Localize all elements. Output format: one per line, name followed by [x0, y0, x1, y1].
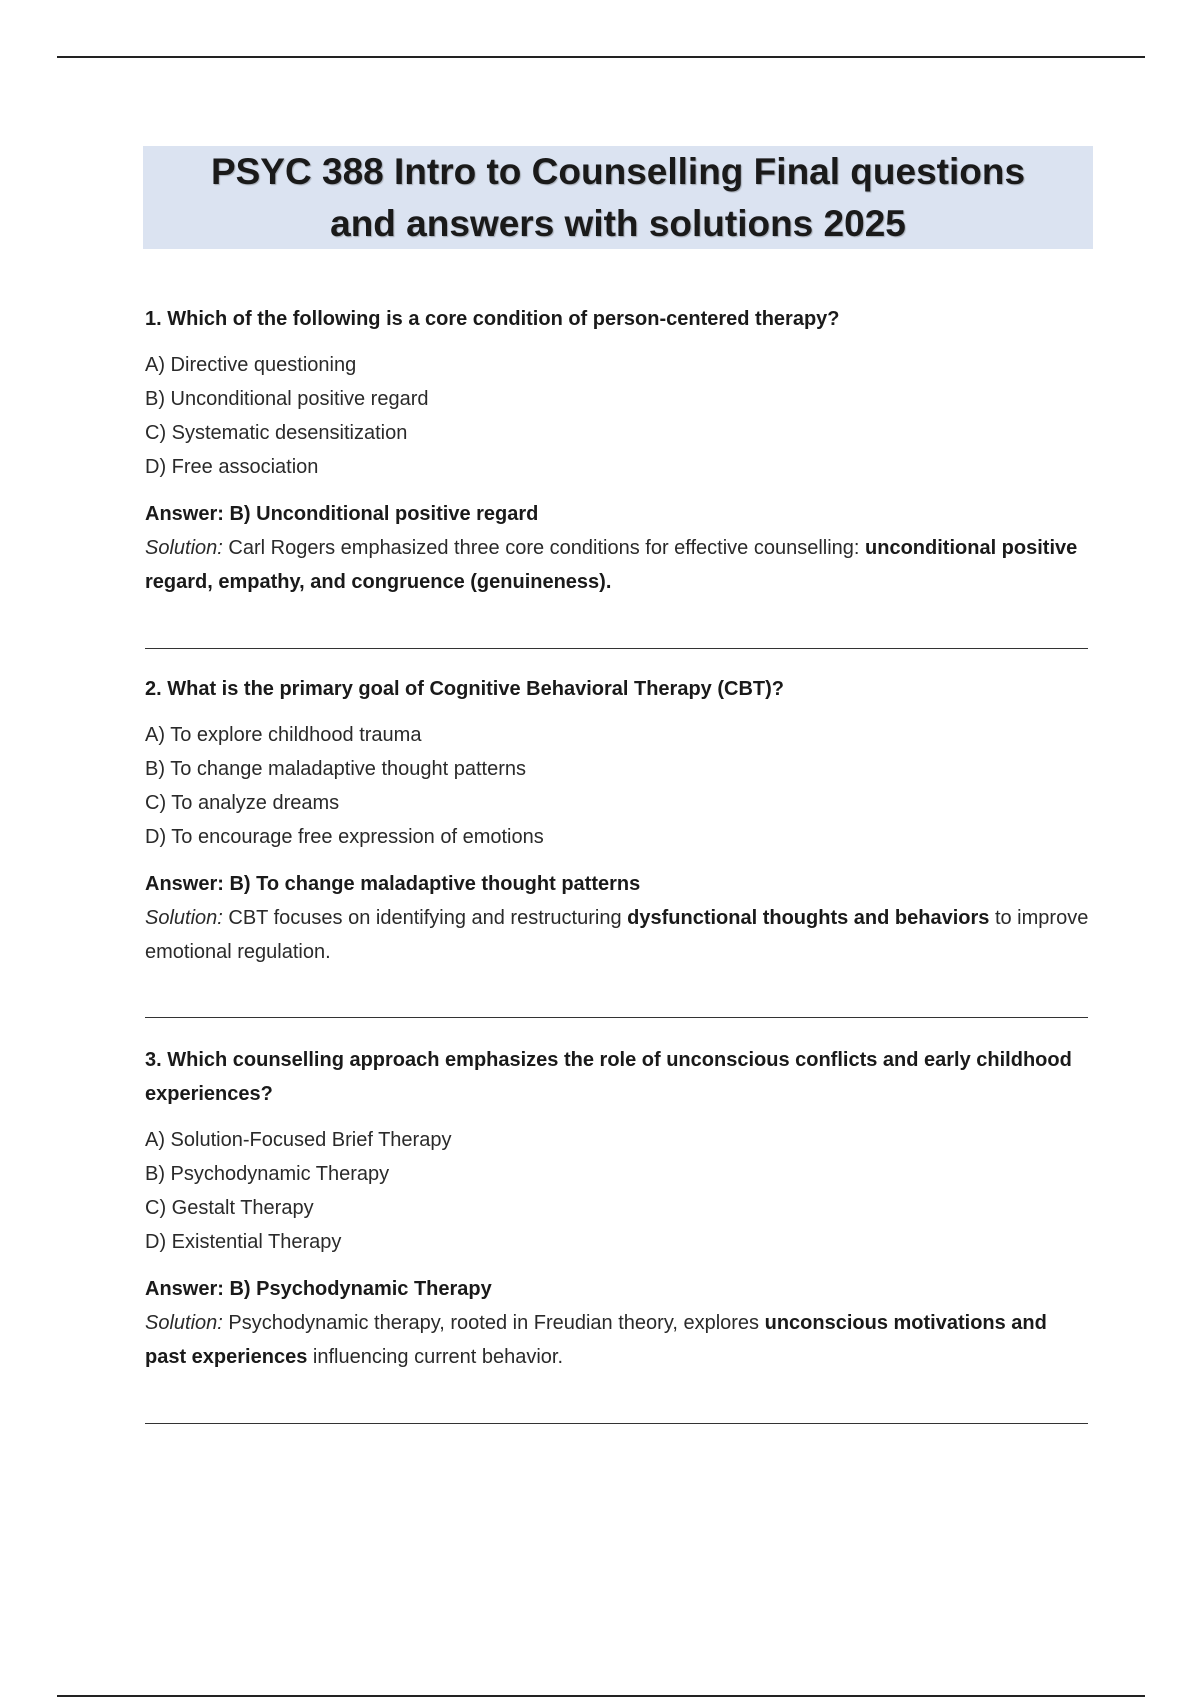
option-c: C) To analyze dreams — [145, 792, 340, 814]
option-a: A) To explore childhood trauma — [145, 724, 422, 746]
page-top-rule — [57, 56, 1145, 58]
question-text: 2. What is the primary goal of Cognitive Behavioral Therapy (CBT)? — [145, 678, 784, 700]
solution-body: CBT focuses on identifying and restructuring — [222, 907, 628, 929]
option-d: D) Existential Therapy — [145, 1231, 342, 1253]
option-d: D) Free association — [145, 456, 319, 478]
question-block-3 — [145, 1043, 1090, 1374]
option-d: D) To encourage free expression of emotions — [145, 826, 544, 848]
option-a: A) Solution-Focused Brief Therapy — [145, 1129, 452, 1151]
page-bottom-rule — [57, 1695, 1145, 1697]
solution-text — [145, 901, 1090, 969]
document-title — [211, 146, 1025, 250]
solution-tail: to improve emotional regulation. — [145, 907, 1089, 963]
solution-text — [145, 1306, 1090, 1374]
question-block-2 — [145, 672, 1090, 969]
answer-options — [145, 1123, 1090, 1259]
solution-emphasis: unconditional positive regard, empathy, and congruence (genuineness). — [145, 537, 1078, 593]
option-c: C) Gestalt Therapy — [145, 1197, 314, 1219]
option-b: B) Unconditional positive regard — [145, 388, 429, 410]
solution-emphasis: dysfunctional thoughts and behaviors — [627, 907, 990, 929]
answer-options — [145, 348, 1090, 484]
solution-label: Solution: — [145, 537, 223, 559]
solution-tail: influencing current behavior. — [307, 1346, 564, 1368]
option-a: A) Directive questioning — [145, 354, 357, 376]
question-text: 1. Which of the following is a core condition of person-centered therapy? — [145, 308, 840, 330]
document-title-banner — [143, 146, 1093, 249]
answer-options — [145, 718, 1090, 854]
solution-label: Solution: — [145, 1312, 223, 1334]
answer-line: Answer: B) To change maladaptive thought patterns — [145, 873, 641, 895]
option-b: B) Psychodynamic Therapy — [145, 1163, 390, 1185]
question-text: 3. Which counselling approach emphasizes the role of unconscious conflicts and early childhood experiences? — [145, 1049, 1072, 1105]
solution-body: Carl Rogers emphasized three core conditions for effective counselling: — [222, 537, 866, 559]
question-block-1 — [145, 302, 1090, 599]
solution-text — [145, 531, 1090, 599]
solution-emphasis: unconscious motivations and past experiences — [145, 1312, 1047, 1368]
question-separator — [145, 1423, 1088, 1424]
option-b: B) To change maladaptive thought patterns — [145, 758, 526, 780]
solution-label: Solution: — [145, 907, 223, 929]
question-separator — [145, 1017, 1088, 1018]
title-line-2: and answers with solutions 2025 — [330, 202, 906, 244]
question-separator — [145, 648, 1088, 649]
option-c: C) Systematic desensitization — [145, 422, 408, 444]
title-line-1: PSYC 388 Intro to Counselling Final questions — [210, 150, 1026, 192]
answer-line: Answer: B) Psychodynamic Therapy — [145, 1278, 492, 1300]
answer-line: Answer: B) Unconditional positive regard — [145, 503, 539, 525]
solution-body: Psychodynamic therapy, rooted in Freudian theory, explores — [222, 1312, 765, 1334]
